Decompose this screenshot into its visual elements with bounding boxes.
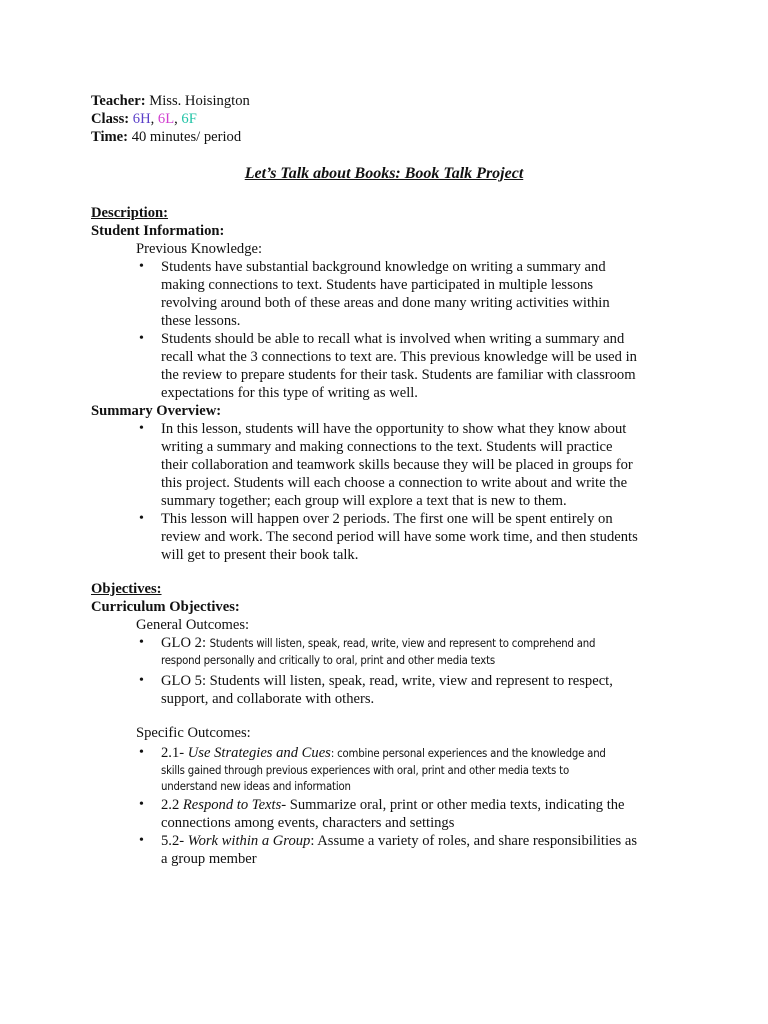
title-container <box>91 165 677 183</box>
outcome-code: 2.1- <box>161 745 188 761</box>
bullet-icon: • <box>139 259 144 274</box>
list-item-line: understand new ideas and information <box>161 780 351 793</box>
outcome-text: Students will listen, speak, read, write, view and represent to comprehend and <box>209 637 596 650</box>
class-line <box>91 110 691 128</box>
objectives-heading: Objectives: <box>91 581 162 597</box>
outcome-code: 2.2 <box>161 796 183 813</box>
document-body <box>91 92 691 868</box>
list-item-line: will get to present their book talk. <box>161 547 359 563</box>
list-item-line: review and work. The second period will have some work time, and then students <box>161 529 638 545</box>
class-separator: , <box>174 111 182 127</box>
list-item-line: their collaboration and teamwork skills because they will be placed in groups for <box>161 457 633 473</box>
bullet-icon: • <box>139 331 144 346</box>
list-item-line <box>161 634 691 653</box>
outcome-title: Respond to Texts <box>182 796 282 813</box>
list-item-line: summary together; each group will explore a text that is new to them. <box>161 493 567 509</box>
summary-overview-heading: Summary Overview: <box>91 403 222 419</box>
time-value: 40 minutes/ period <box>131 129 242 145</box>
list-item-line: This lesson will happen over 2 periods. The first one will be spent entirely on <box>161 511 613 527</box>
class-list <box>133 111 197 127</box>
bullet-icon: • <box>139 796 144 812</box>
general-outcomes-label: General Outcomes: <box>136 617 250 633</box>
list-item <box>139 832 691 868</box>
list-item <box>139 744 691 796</box>
specific-outcomes-list <box>91 744 691 868</box>
list-item <box>139 510 691 564</box>
list-item-line: In this lesson, students will have the opportunity to show what they know about <box>161 421 627 437</box>
teacher-line <box>91 92 691 110</box>
previous-knowledge-list <box>91 258 691 402</box>
student-info-heading: Student Information: <box>91 223 225 239</box>
list-item <box>139 420 691 510</box>
list-item-line: GLO 5: Students will listen, speak, read, write, view and represent to respect, <box>161 673 613 689</box>
bullet-icon: • <box>139 421 144 436</box>
list-item-line <box>161 832 691 850</box>
class-separator: , <box>150 111 158 127</box>
class-name: 6F <box>181 111 197 127</box>
bullet-icon: • <box>139 832 144 848</box>
outcome-title: Work within a Group <box>187 832 311 849</box>
list-item-line: support, and collaborate with others. <box>161 691 375 707</box>
list-item-line: respond personally and critically to oral, print and other media texts <box>161 653 495 667</box>
summary-overview-list <box>91 420 691 564</box>
list-item <box>139 258 691 330</box>
list-item-line: Students should be able to recall what is involved when writing a summary and <box>161 331 625 347</box>
list-item-line: writing a summary and making connections to the text. Students will practice <box>161 439 613 455</box>
list-item-line <box>161 744 691 763</box>
class-name: 6L <box>157 111 175 127</box>
teacher-label: Teacher: <box>91 93 146 109</box>
description-heading: Description: <box>91 205 169 221</box>
bullet-icon: • <box>139 635 144 650</box>
list-item-line: connections among events, characters and settings <box>161 814 455 831</box>
spacer <box>91 708 691 724</box>
list-item <box>139 672 691 708</box>
spacer <box>91 564 691 580</box>
outcome-code: 5.2- <box>161 832 188 849</box>
time-line <box>91 128 691 146</box>
list-item-line: recall what the 3 connections to text are. This previous knowledge will be used in <box>161 349 637 365</box>
list-item-line: expectations for this type of writing as well. <box>161 385 418 401</box>
list-item-line: a group member <box>161 850 257 867</box>
class-label: Class: <box>91 111 130 127</box>
list-item-line: this project. Students will each choose a connection to write about and write the <box>161 475 628 491</box>
teacher-value: Miss. Hoisington <box>149 93 250 109</box>
curriculum-objectives-heading: Curriculum Objectives: <box>91 599 240 615</box>
list-item <box>139 634 691 669</box>
bullet-icon: • <box>139 745 144 760</box>
list-item <box>139 330 691 402</box>
list-item-line: these lessons. <box>161 313 241 329</box>
previous-knowledge-label: Previous Knowledge: <box>136 241 263 257</box>
list-item-line: making connections to text. Students have participated in multiple lessons <box>161 277 594 293</box>
outcome-text: : combine personal experiences and the knowledge and <box>330 747 606 760</box>
class-name: 6H <box>132 111 151 127</box>
outcome-text: - Summarize oral, print or other media texts, indicating the <box>281 796 625 813</box>
time-label: Time: <box>91 129 129 145</box>
bullet-icon: • <box>139 511 144 526</box>
list-item-line: Students have substantial background knowledge on writing a summary and <box>161 259 606 275</box>
bullet-icon: • <box>139 673 144 688</box>
list-item-line: skills gained through previous experiences with oral, print and other media texts to <box>161 763 569 777</box>
list-item-line <box>161 796 691 814</box>
outcome-title: Use Strategies and Cues <box>187 745 331 761</box>
specific-outcomes-label: Specific Outcomes: <box>136 725 251 741</box>
list-item-line: the review to prepare students for their task. Students are familiar with classroom <box>161 367 636 383</box>
document-title: Let’s Talk about Books: Book Talk Project <box>244 165 524 182</box>
general-outcomes-list <box>91 634 691 708</box>
list-item-line: revolving around both of these areas and done many writing activities within <box>161 295 610 311</box>
list-item <box>139 796 691 832</box>
outcome-code: GLO 2: <box>161 635 210 651</box>
outcome-text: : Assume a variety of roles, and share responsibilities as <box>310 832 638 849</box>
